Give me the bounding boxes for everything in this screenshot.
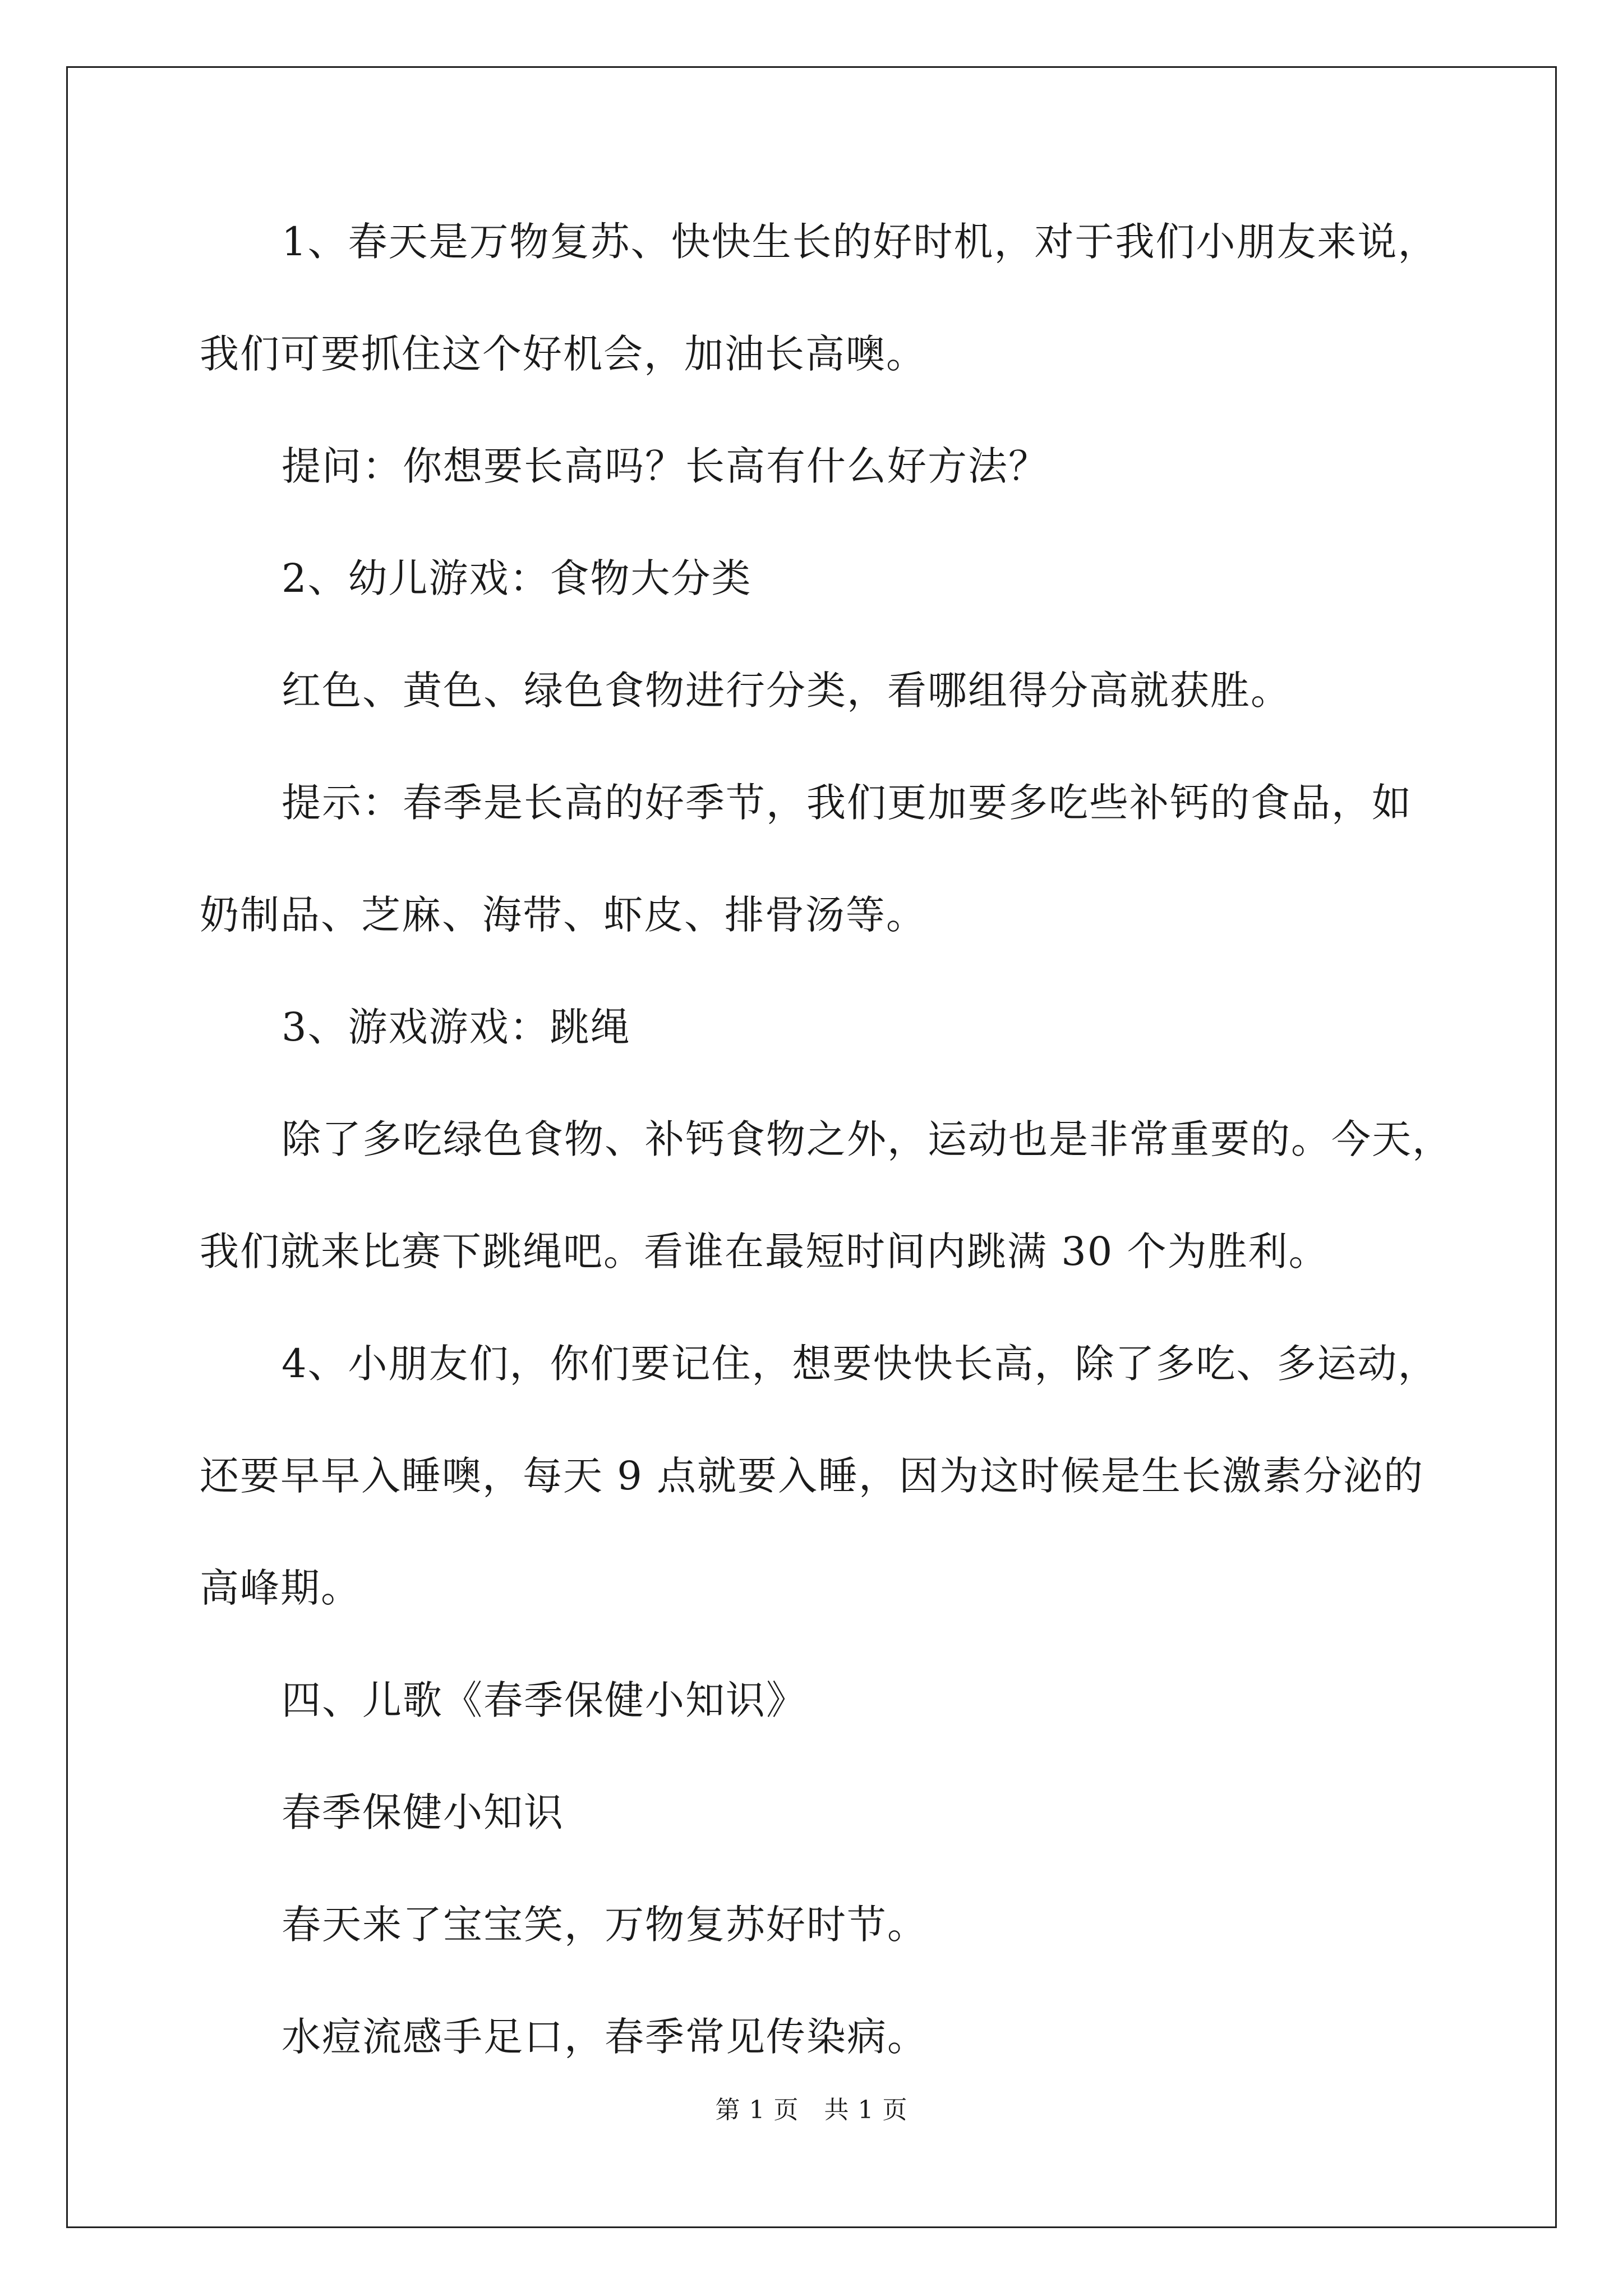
paragraph-line: 除了多吃绿色食物、补钙食物之外，运动也是非常重要的。今天， bbox=[282, 1116, 1453, 1162]
paragraph-line: 还要早早入睡噢，每天 9 点就要入睡，因为这时候是生长激素分泌的 bbox=[200, 1453, 1424, 1499]
paragraph-line: 我们可要抓住这个好机会，加油长高噢。 bbox=[200, 331, 926, 377]
poem-line: 水痘流感手足口，春季常见传染病。 bbox=[282, 2014, 928, 2060]
section-heading: 2、幼儿游戏：食物大分类 bbox=[282, 555, 752, 601]
paragraph-line: 提问：你想要长高吗？长高有什么好方法？ bbox=[282, 443, 1049, 489]
poem-line: 春天来了宝宝笑，万物复苏好时节。 bbox=[282, 1902, 928, 1948]
poem-title: 春季保健小知识 bbox=[282, 1789, 564, 1835]
paragraph-line: 提示：春季是长高的好季节，我们更加要多吃些补钙的食品，如 bbox=[282, 780, 1412, 826]
paragraph-line: 高峰期。 bbox=[200, 1565, 361, 1611]
section-heading: 3、游戏游戏：跳绳 bbox=[282, 1004, 631, 1050]
paragraph-line: 奶制品、芝麻、海带、虾皮、排骨汤等。 bbox=[200, 892, 926, 938]
paragraph-line: 我们就来比赛下跳绳吧。看谁在最短时间内跳满 30 个为胜利。 bbox=[200, 1228, 1329, 1274]
page-number-footer: 第 1 页 共 1 页 bbox=[715, 2096, 908, 2124]
paragraph-line: 1、春天是万物复苏、快快生长的好时机，对于我们小朋友来说， bbox=[282, 219, 1438, 265]
paragraph-line: 4、小朋友们，你们要记住，想要快快长高，除了多吃、多运动， bbox=[282, 1341, 1438, 1387]
section-heading: 四、儿歌《春季保健小知识》 bbox=[282, 1677, 806, 1723]
paragraph-line: 红色、黄色、绿色食物进行分类，看哪组得分高就获胜。 bbox=[282, 668, 1291, 714]
